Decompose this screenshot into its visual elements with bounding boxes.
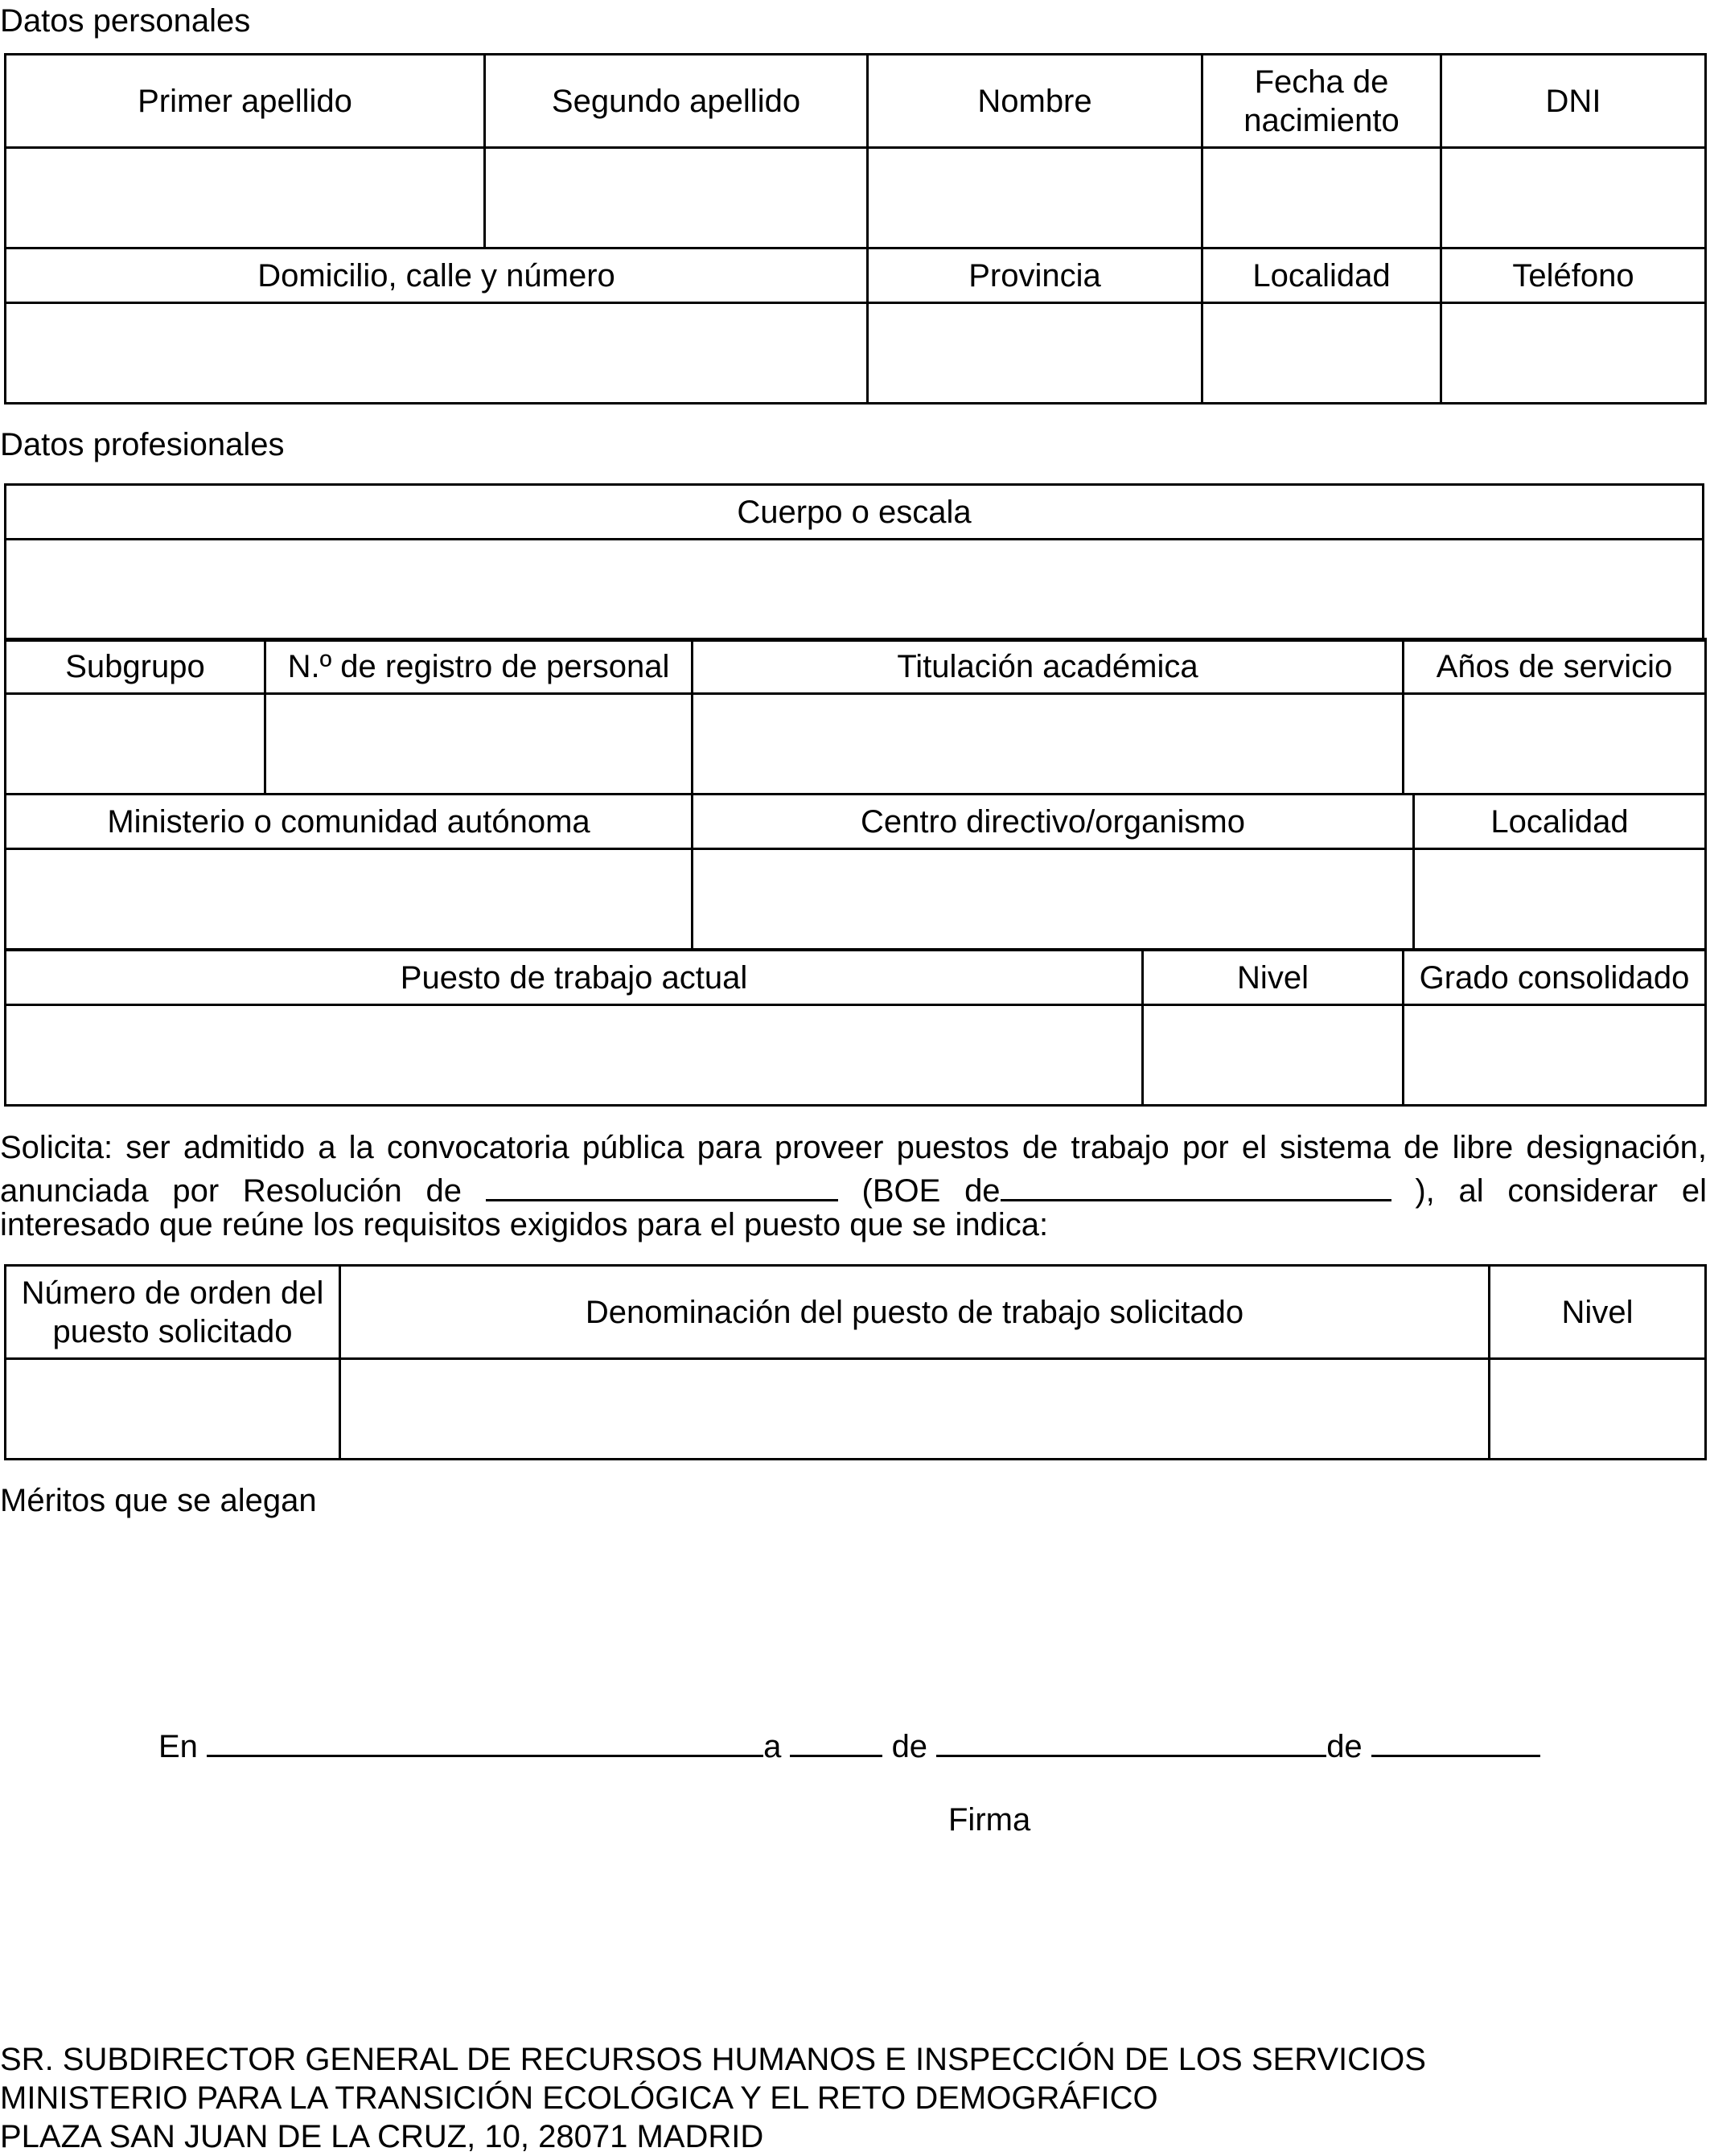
field-provincia[interactable] xyxy=(868,303,1202,404)
header-localidad: Localidad xyxy=(1202,248,1441,303)
field-domicilio[interactable] xyxy=(6,303,868,404)
section-title-personal: Datos personales xyxy=(0,3,251,39)
header-registro-personal: N.º de registro de personal xyxy=(265,639,693,694)
month-blank[interactable] xyxy=(936,1723,1326,1757)
field-segundo-apellido[interactable] xyxy=(485,148,868,248)
field-dni[interactable] xyxy=(1441,148,1706,248)
field-primer-apellido[interactable] xyxy=(6,148,485,248)
header-puesto-actual: Puesto de trabajo actual xyxy=(6,951,1143,1005)
field-puesto-actual[interactable] xyxy=(6,1005,1143,1106)
section-title-merits: Méritos que se alegan xyxy=(0,1483,317,1518)
personal-data-table xyxy=(4,53,1707,405)
header-fecha-nacimiento: Fecha de nacimiento xyxy=(1202,55,1441,148)
year-blank[interactable] xyxy=(1371,1723,1540,1757)
label-a: a xyxy=(763,1729,782,1764)
boe-date-blank[interactable] xyxy=(1001,1167,1391,1201)
professional-table-cuerpo xyxy=(4,483,1704,642)
header-nivel-solicitado: Nivel xyxy=(1490,1266,1706,1359)
place-date-line xyxy=(158,1723,1540,1766)
field-registro-personal[interactable] xyxy=(265,694,693,795)
header-domicilio: Domicilio, calle y número xyxy=(6,248,868,303)
field-anos-servicio[interactable] xyxy=(1404,694,1706,795)
label-de-1: de xyxy=(891,1729,928,1764)
field-localidad-destino[interactable] xyxy=(1414,849,1706,950)
label-en: En xyxy=(158,1729,198,1764)
header-nivel: Nivel xyxy=(1143,951,1404,1005)
label-de-2: de xyxy=(1326,1729,1363,1764)
request-line-1: Solicita: ser admitido a la convocatoria pública para proveer puestos de trabajo por el sistema de libre designación, xyxy=(0,1130,1707,1165)
field-centro-directivo[interactable] xyxy=(693,849,1414,950)
field-nivel-solicitado[interactable] xyxy=(1490,1359,1706,1460)
field-grado-consolidado[interactable] xyxy=(1404,1005,1706,1106)
header-cuerpo-escala: Cuerpo o escala xyxy=(6,485,1704,540)
header-dni: DNI xyxy=(1441,55,1706,148)
place-blank[interactable] xyxy=(207,1723,763,1757)
day-blank[interactable] xyxy=(790,1723,882,1757)
request-text-boe: (BOE de xyxy=(862,1173,1391,1209)
section-title-professional: Datos profesionales xyxy=(0,427,285,462)
field-fecha-nacimiento[interactable] xyxy=(1202,148,1441,248)
field-cuerpo-escala[interactable] xyxy=(6,540,1704,641)
request-line-2 xyxy=(0,1167,1707,1209)
header-telefono: Teléfono xyxy=(1441,248,1706,303)
professional-table-registro xyxy=(4,638,1707,795)
header-titulacion: Titulación académica xyxy=(693,639,1404,694)
recipient-line-3: PLAZA SAN JUAN DE LA CRUZ, 10, 28071 MADRID xyxy=(0,2119,764,2154)
header-segundo-apellido: Segundo apellido xyxy=(485,55,868,148)
header-centro-directivo: Centro directivo/organismo xyxy=(693,795,1414,849)
field-telefono[interactable] xyxy=(1441,303,1706,404)
professional-table-destino xyxy=(4,793,1707,951)
field-nivel[interactable] xyxy=(1143,1005,1404,1106)
recipient-line-2: MINISTERIO PARA LA TRANSICIÓN ECOLÓGICA Y EL RETO DEMOGRÁFICO xyxy=(0,2080,1158,2116)
header-primer-apellido: Primer apellido xyxy=(6,55,485,148)
header-grado-consolidado: Grado consolidado xyxy=(1404,951,1706,1005)
field-numero-orden[interactable] xyxy=(6,1359,340,1460)
header-denominacion-puesto: Denominación del puesto de trabajo solicitado xyxy=(340,1266,1490,1359)
header-numero-orden: Número de orden del puesto solicitado xyxy=(6,1266,340,1359)
header-ministerio: Ministerio o comunidad autónoma xyxy=(6,795,693,849)
header-provincia: Provincia xyxy=(868,248,1202,303)
header-anos-servicio: Años de servicio xyxy=(1404,639,1706,694)
field-localidad[interactable] xyxy=(1202,303,1441,404)
header-nombre: Nombre xyxy=(868,55,1202,148)
recipient-line-1: SR. SUBDIRECTOR GENERAL DE RECURSOS HUMANOS E INSPECCIÓN DE LOS SERVICIOS xyxy=(0,2042,1426,2077)
field-titulacion[interactable] xyxy=(693,694,1404,795)
field-subgrupo[interactable] xyxy=(6,694,265,795)
request-text-resolucion: anunciada por Resolución de xyxy=(0,1173,462,1209)
field-denominacion-puesto[interactable] xyxy=(340,1359,1490,1460)
signature-label: Firma xyxy=(948,1802,1031,1838)
field-ministerio[interactable] xyxy=(6,849,693,950)
header-localidad-destino: Localidad xyxy=(1414,795,1706,849)
field-nombre[interactable] xyxy=(868,148,1202,248)
resolucion-blank[interactable] xyxy=(486,1167,838,1201)
header-subgrupo: Subgrupo xyxy=(6,639,265,694)
requested-post-table xyxy=(4,1264,1707,1460)
request-line-3: interesado que reúne los requisitos exigidos para el puesto que se indica: xyxy=(0,1207,1049,1242)
request-text-considerar: ), al considerar el xyxy=(1415,1173,1707,1209)
professional-table-puesto xyxy=(4,949,1707,1107)
